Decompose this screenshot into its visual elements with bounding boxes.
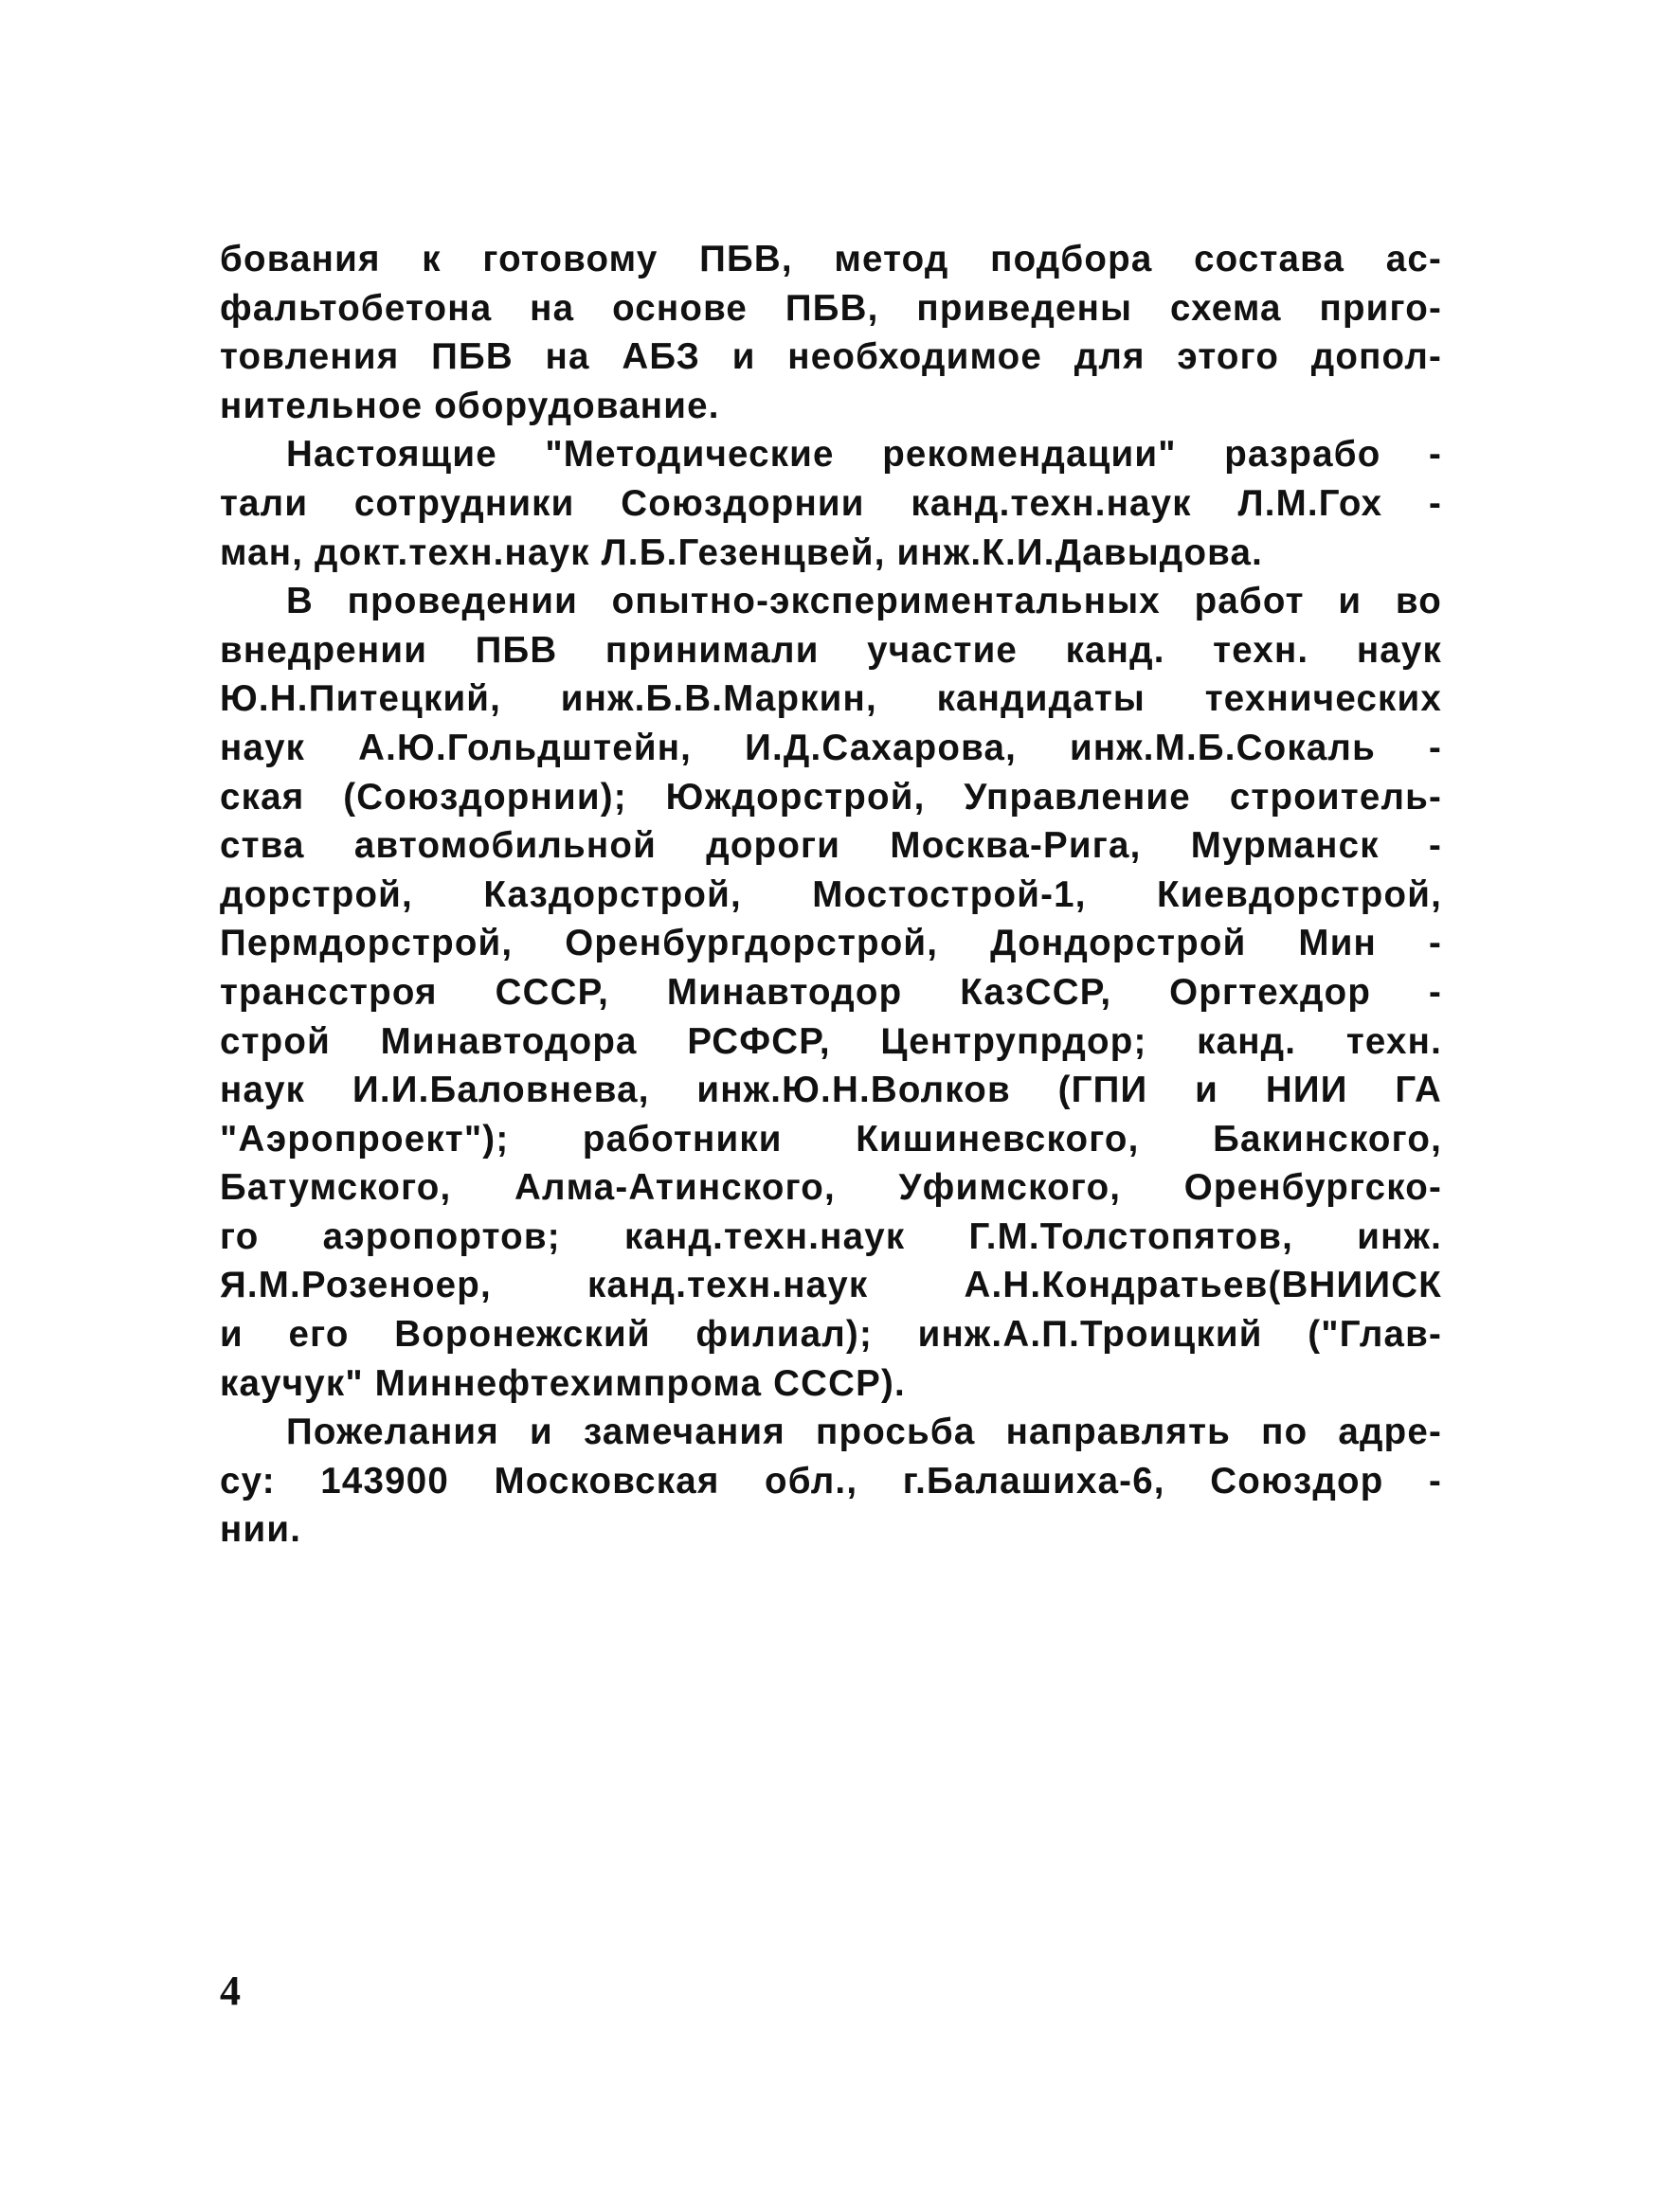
text-line: бования к готовому ПБВ, метод подбора состава ас- bbox=[220, 239, 1442, 279]
text-line: Батумского, Алма-Атинского, Уфимского, Оренбургско- bbox=[220, 1167, 1442, 1209]
text-line: строй Минавтодора РСФСР, Центрупрдор; канд. техн. bbox=[220, 1020, 1442, 1062]
text-line: тали сотрудники Союздорнии канд.техн.наук Л.М.Гох - bbox=[220, 482, 1442, 524]
text-line: внедрении ПБВ принимали участие канд. техн. наук bbox=[220, 629, 1442, 671]
text-line: Настоящие "Методические рекомендации" разрабо - bbox=[286, 434, 1442, 476]
body-text bbox=[220, 235, 1442, 1555]
page-number: 4 bbox=[220, 1968, 241, 2014]
text-line: ман, докт.техн.наук Л.Б.Гезенцвей, инж.К.И.Давыдова. bbox=[220, 531, 1264, 573]
text-line: Я.М.Розеноер, канд.техн.наук А.Н.Кондратьев(ВНИИСК bbox=[220, 1265, 1442, 1306]
text-line: и его Воронежский филиал); инж.А.П.Троицкий ("Глав- bbox=[220, 1314, 1442, 1356]
text-line: трансстроя СССР, Минавтодор КазССР, Оргтехдор - bbox=[220, 971, 1442, 1013]
text-line: дорстрой, Каздорстрой, Мостострой-1, Киевдорстрой, bbox=[220, 873, 1442, 915]
paragraph bbox=[220, 577, 1442, 1408]
text-line: фальтобетона на основе ПБВ, приведены схема приго- bbox=[220, 287, 1442, 329]
text-line: Пожелания и замечания просьба направлять по адре- bbox=[286, 1412, 1442, 1453]
text-line: нительное оборудование. bbox=[220, 385, 720, 426]
text-line: каучук" Миннефтехимпрома СССР). bbox=[220, 1362, 906, 1404]
text-line: нии. bbox=[220, 1509, 302, 1551]
text-line: В проведении опытно-экспериментальных работ и во bbox=[286, 581, 1442, 622]
paragraph bbox=[220, 430, 1442, 577]
text-line: наук А.Ю.Гольдштейн, И.Д.Сахарова, инж.М.Б.Сокаль - bbox=[220, 727, 1442, 768]
text-line: ства автомобильной дороги Москва-Рига, Мурманск - bbox=[220, 825, 1442, 867]
paragraph bbox=[220, 235, 1442, 430]
text-line: ская (Союздорнии); Юждорстрой, Управление строитель- bbox=[220, 776, 1442, 818]
text-line: наук И.И.Баловнева, инж.Ю.Н.Волков (ГПИ и НИИ ГА bbox=[220, 1070, 1442, 1111]
text-line: су: 143900 Московская обл., г.Балашиха-6, Союздор - bbox=[220, 1460, 1442, 1502]
text-line: Пермдорстрой, Оренбургдорстрой, Дондорстрой Мин - bbox=[220, 923, 1442, 964]
text-line: "Аэропроект"); работники Кишиневского, Бакинского, bbox=[220, 1118, 1442, 1160]
text-line: го аэропортов; канд.техн.наук Г.М.Толстопятов, инж. bbox=[220, 1215, 1442, 1257]
paragraph bbox=[220, 1408, 1442, 1555]
text-line: товления ПБВ на АБЗ и необходимое для этого допол- bbox=[220, 336, 1442, 378]
text-line: Ю.Н.Питецкий, инж.Б.В.Маркин, кандидаты технических bbox=[220, 678, 1442, 720]
